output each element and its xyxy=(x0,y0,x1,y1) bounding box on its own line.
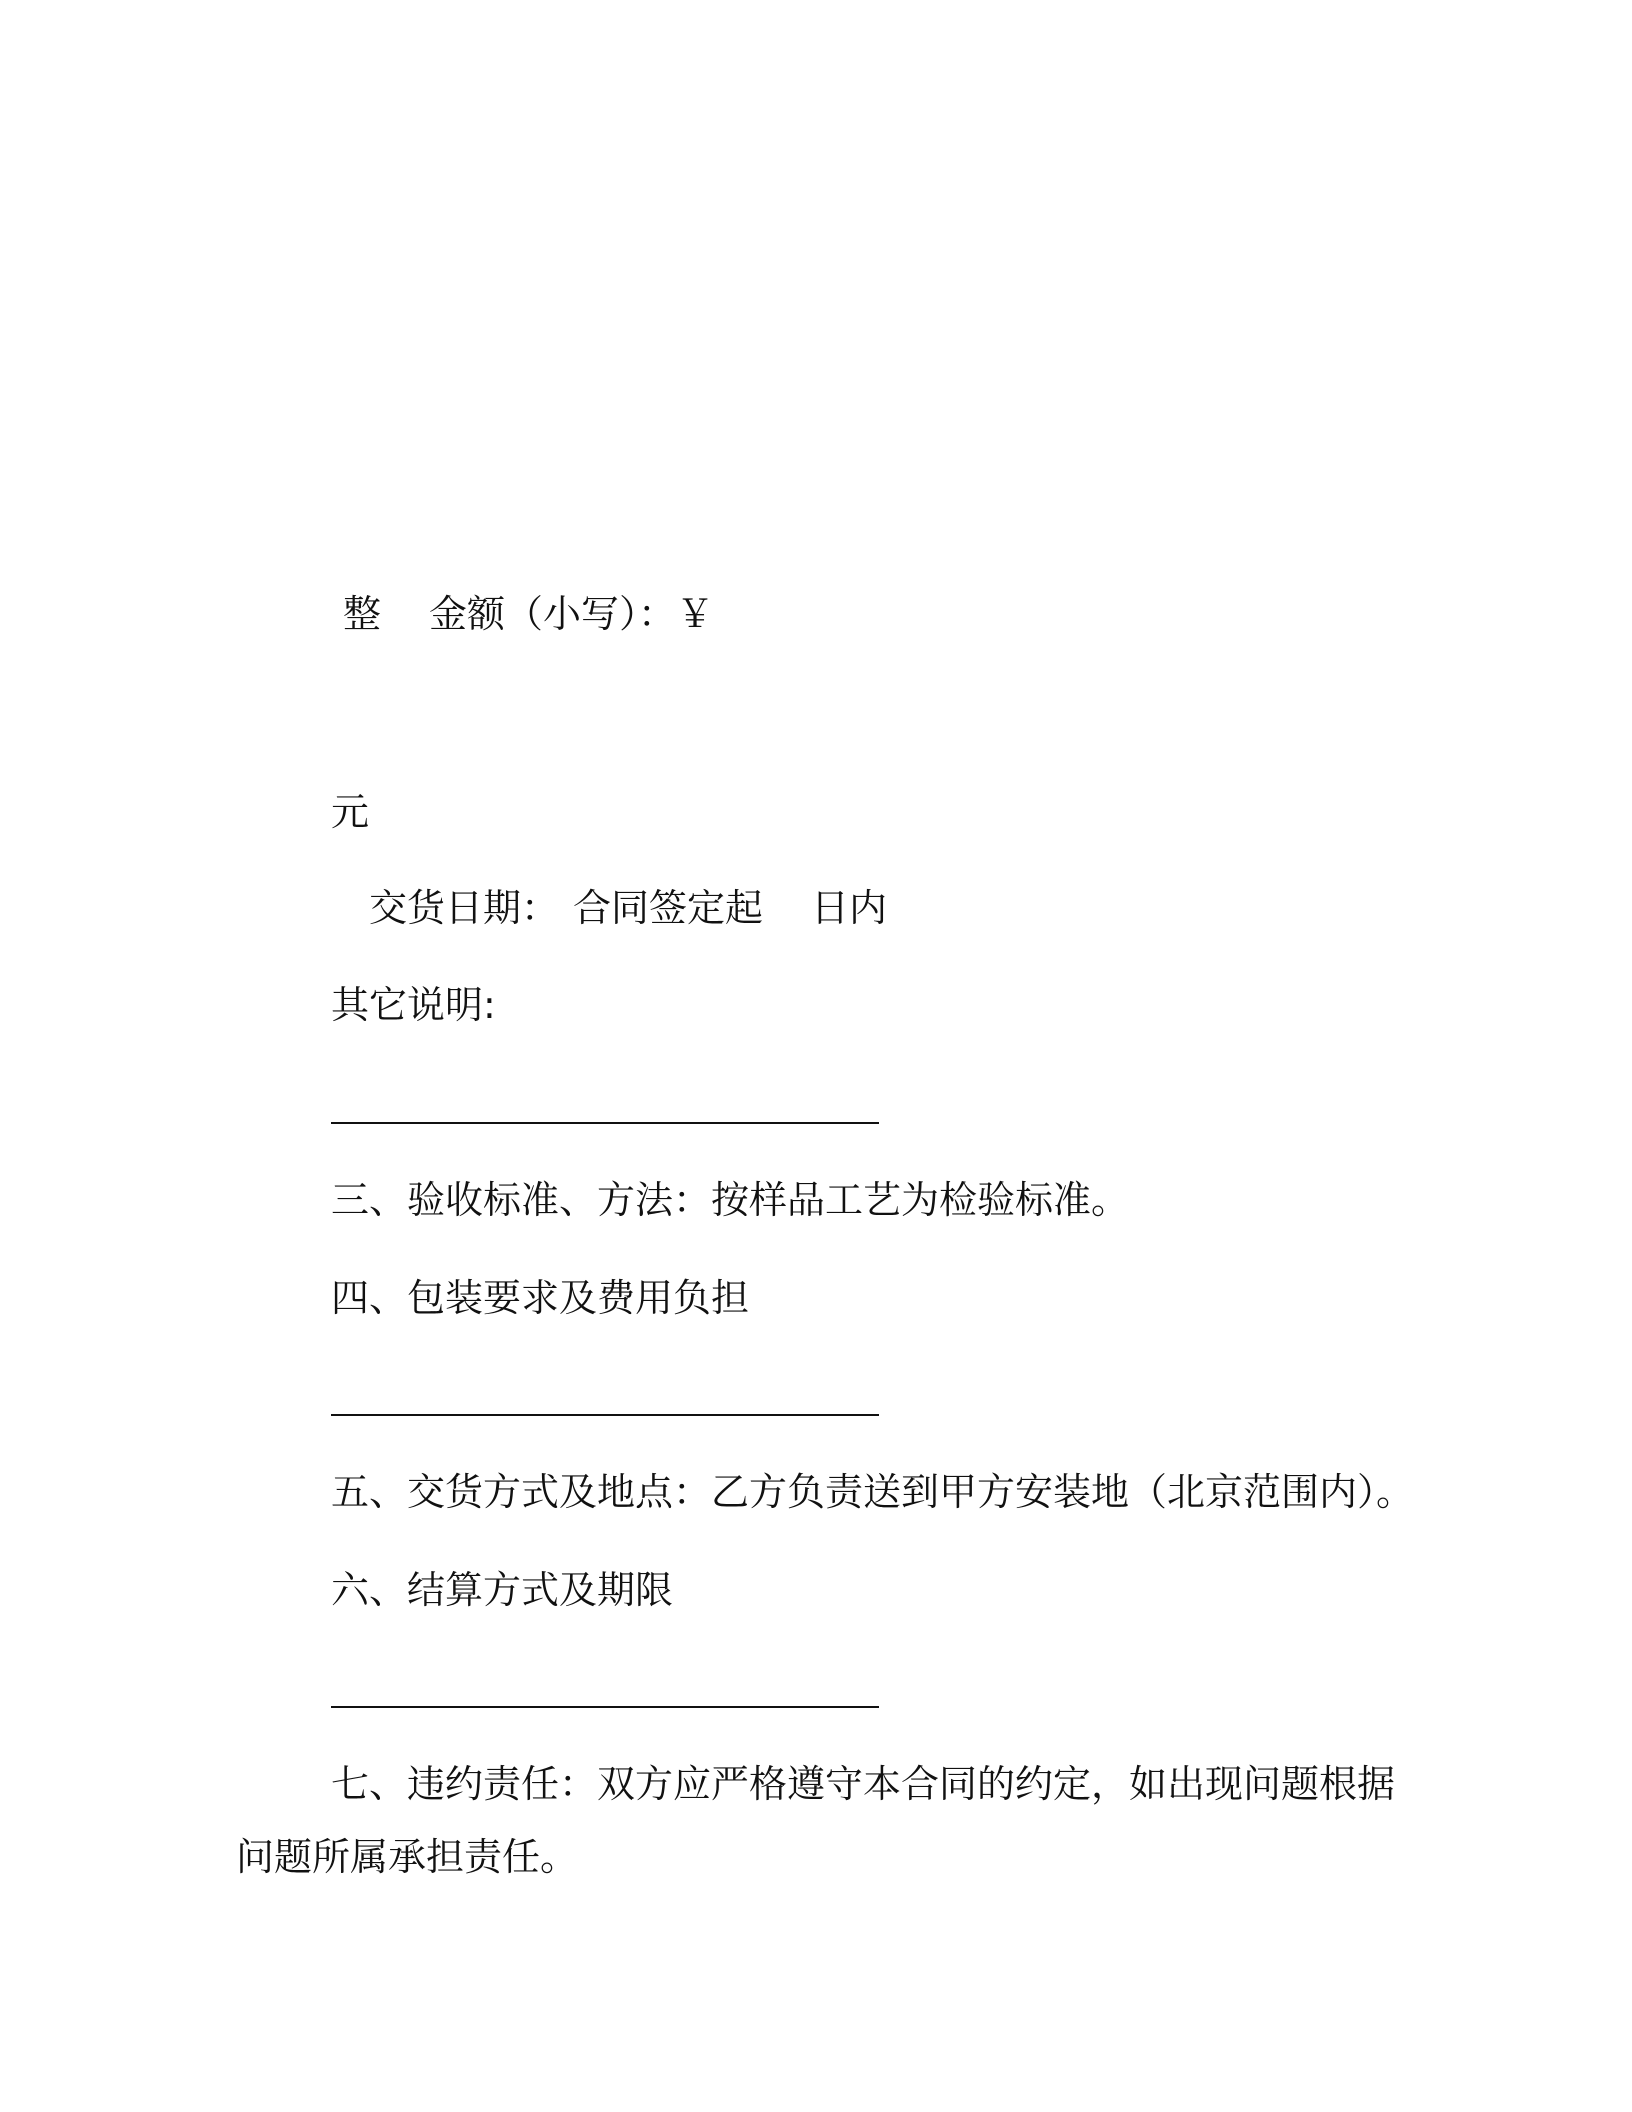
delivery-date-line xyxy=(369,884,887,932)
section-5: 五、交货方式及地点：乙方负责送到甲方安装地（北京范围内）。 xyxy=(331,1470,1415,1514)
section-7-line-2: 问题所属承担责任。 xyxy=(236,1835,579,1879)
delivery-date-label: 交货日期： xyxy=(369,886,560,930)
section-7-line-1: 七、违约责任：双方应严格遵守本合同的约定，如出现问题根据 xyxy=(331,1762,1396,1806)
blank-line-notes xyxy=(331,1122,879,1124)
section-3: 三、验收标准、方法：按样品工艺为检验标准。 xyxy=(331,1178,1130,1222)
blank-line-packaging xyxy=(331,1414,879,1416)
amount-line xyxy=(343,590,714,638)
other-notes-label: 其它说明: xyxy=(331,983,496,1027)
blank-line-settlement xyxy=(331,1706,879,1708)
amount-zheng: 整 xyxy=(343,592,382,636)
delivery-date-from: 合同签定起 xyxy=(573,886,764,930)
amount-small-label: 金额（小写）：￥ xyxy=(429,592,715,636)
yuan-text: 元 xyxy=(331,790,370,834)
section-6: 六、结算方式及期限 xyxy=(331,1568,674,1612)
delivery-date-days: 日内 xyxy=(811,886,888,930)
section-4: 四、包装要求及费用负担 xyxy=(331,1276,750,1320)
